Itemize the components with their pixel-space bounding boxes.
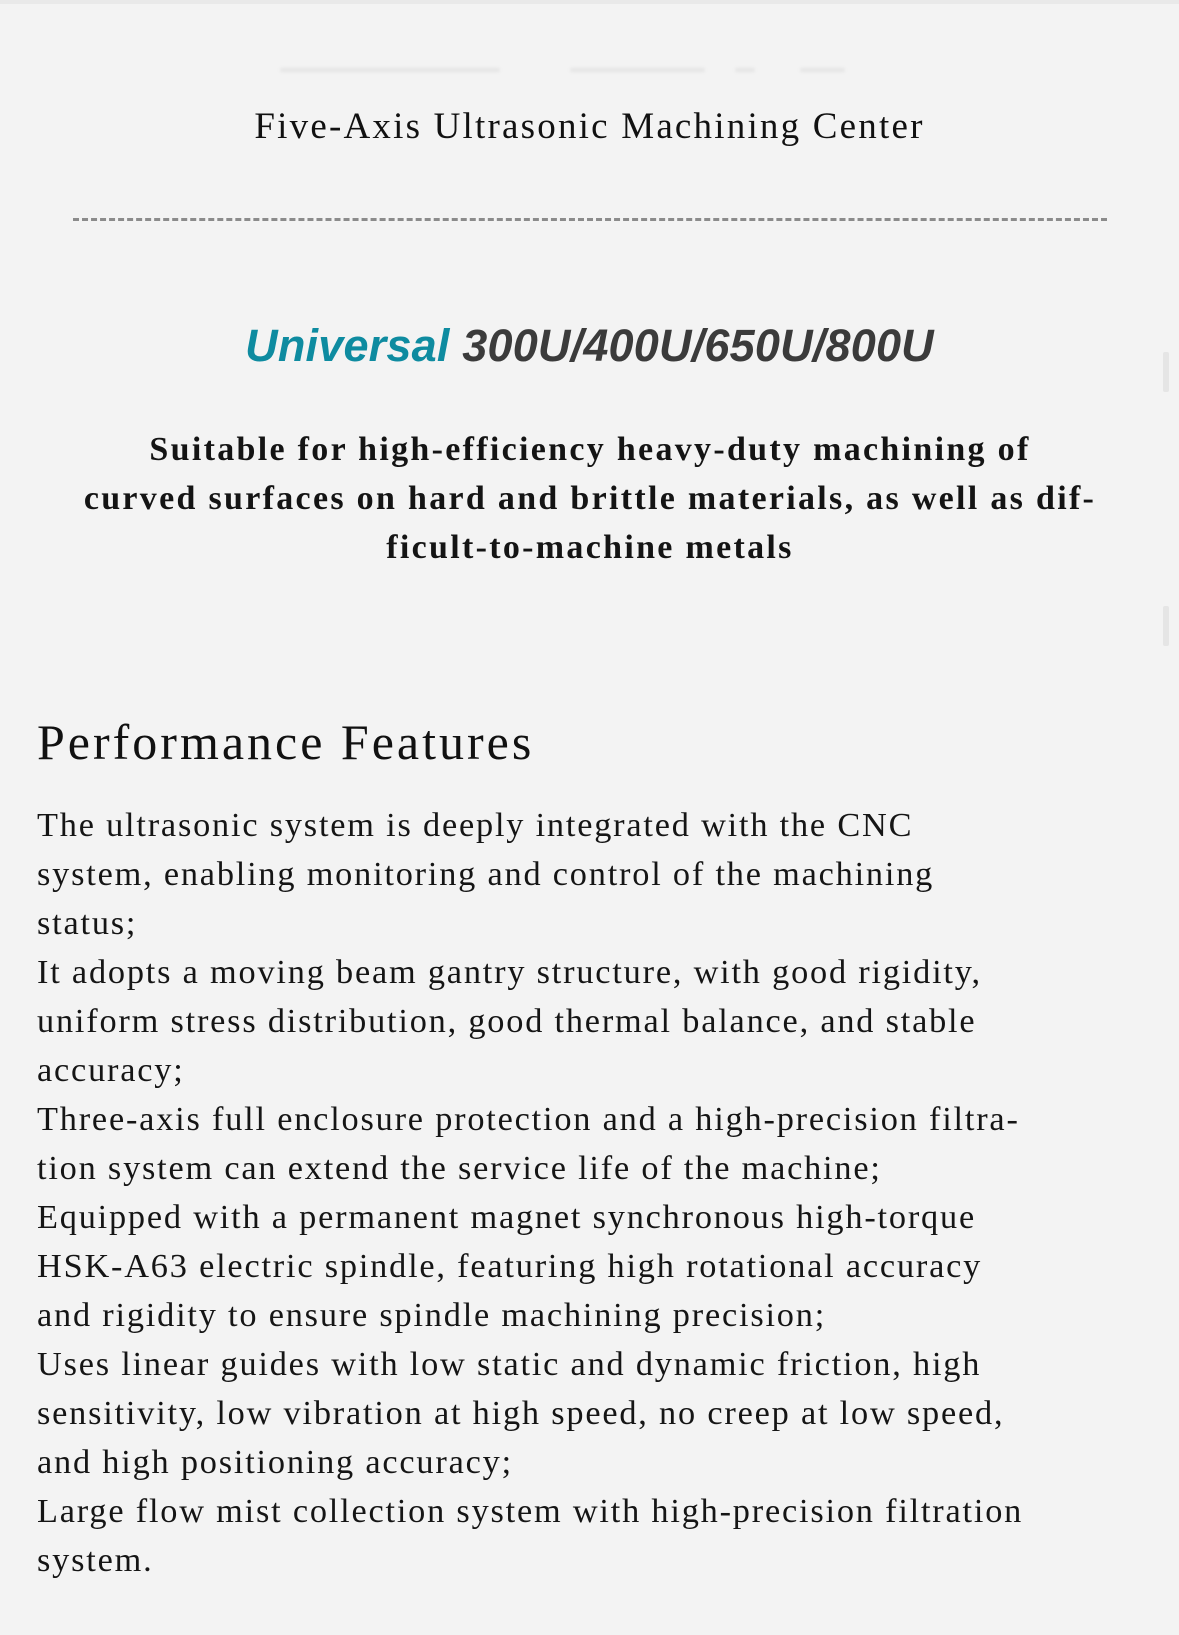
model-brand: Universal <box>245 320 450 371</box>
feature-text-line: HSK-A63 electric spindle, featuring high rotational accuracy <box>37 1247 983 1285</box>
feature-text-line: It adopts a moving beam gantry structure, with good rigidity, <box>37 953 982 991</box>
feature-text-line: accuracy; <box>37 1051 185 1089</box>
feature-text-line: and high positioning accuracy; <box>37 1443 513 1481</box>
summary-line: Suitable for high-efficiency heavy-duty machining of <box>149 431 1031 468</box>
edge-mark <box>1163 352 1169 392</box>
feature-text-line: The ultrasonic system is deeply integrated with the CNC <box>37 806 914 844</box>
dashed-divider <box>73 218 1107 221</box>
faded-header-artifact <box>280 60 900 80</box>
application-summary <box>32 425 1148 572</box>
edge-mark <box>1163 606 1169 646</box>
features-heading: Performance Features <box>37 714 535 770</box>
feature-text-line: system. <box>37 1541 154 1579</box>
summary-line: curved surfaces on hard and brittle materials, as well as dif- <box>83 480 1097 517</box>
feature-text-line: and rigidity to ensure spindle machining precision; <box>37 1296 827 1334</box>
feature-text-line: uniform stress distribution, good thermal balance, and stable <box>37 1002 977 1040</box>
summary-line: ficult-to-machine metals <box>386 529 794 566</box>
feature-text-line: Uses linear guides with low static and dynamic friction, high <box>37 1345 982 1383</box>
feature-text-line: tion system can extend the service life of the machine; <box>37 1149 882 1187</box>
model-heading <box>0 318 1179 374</box>
feature-text-line: Large flow mist collection system with high-precision filtration <box>37 1492 1024 1530</box>
feature-text-line: system, enabling monitoring and control of the machining <box>37 855 935 893</box>
feature-text-line: Equipped with a permanent magnet synchronous high-torque <box>37 1198 976 1236</box>
page-title: Five-Axis Ultrasonic Machining Center <box>254 106 925 147</box>
model-numbers: 300U/400U/650U/800U <box>462 320 934 371</box>
feature-text-line: sensitivity, low vibration at high speed, no creep at low speed, <box>37 1394 1005 1432</box>
features-list <box>37 801 1157 1585</box>
top-divider-band <box>0 0 1179 4</box>
feature-text-line: status; <box>37 904 138 942</box>
feature-text-line: Three-axis full enclosure protection and a high-precision filtra- <box>37 1100 1020 1138</box>
